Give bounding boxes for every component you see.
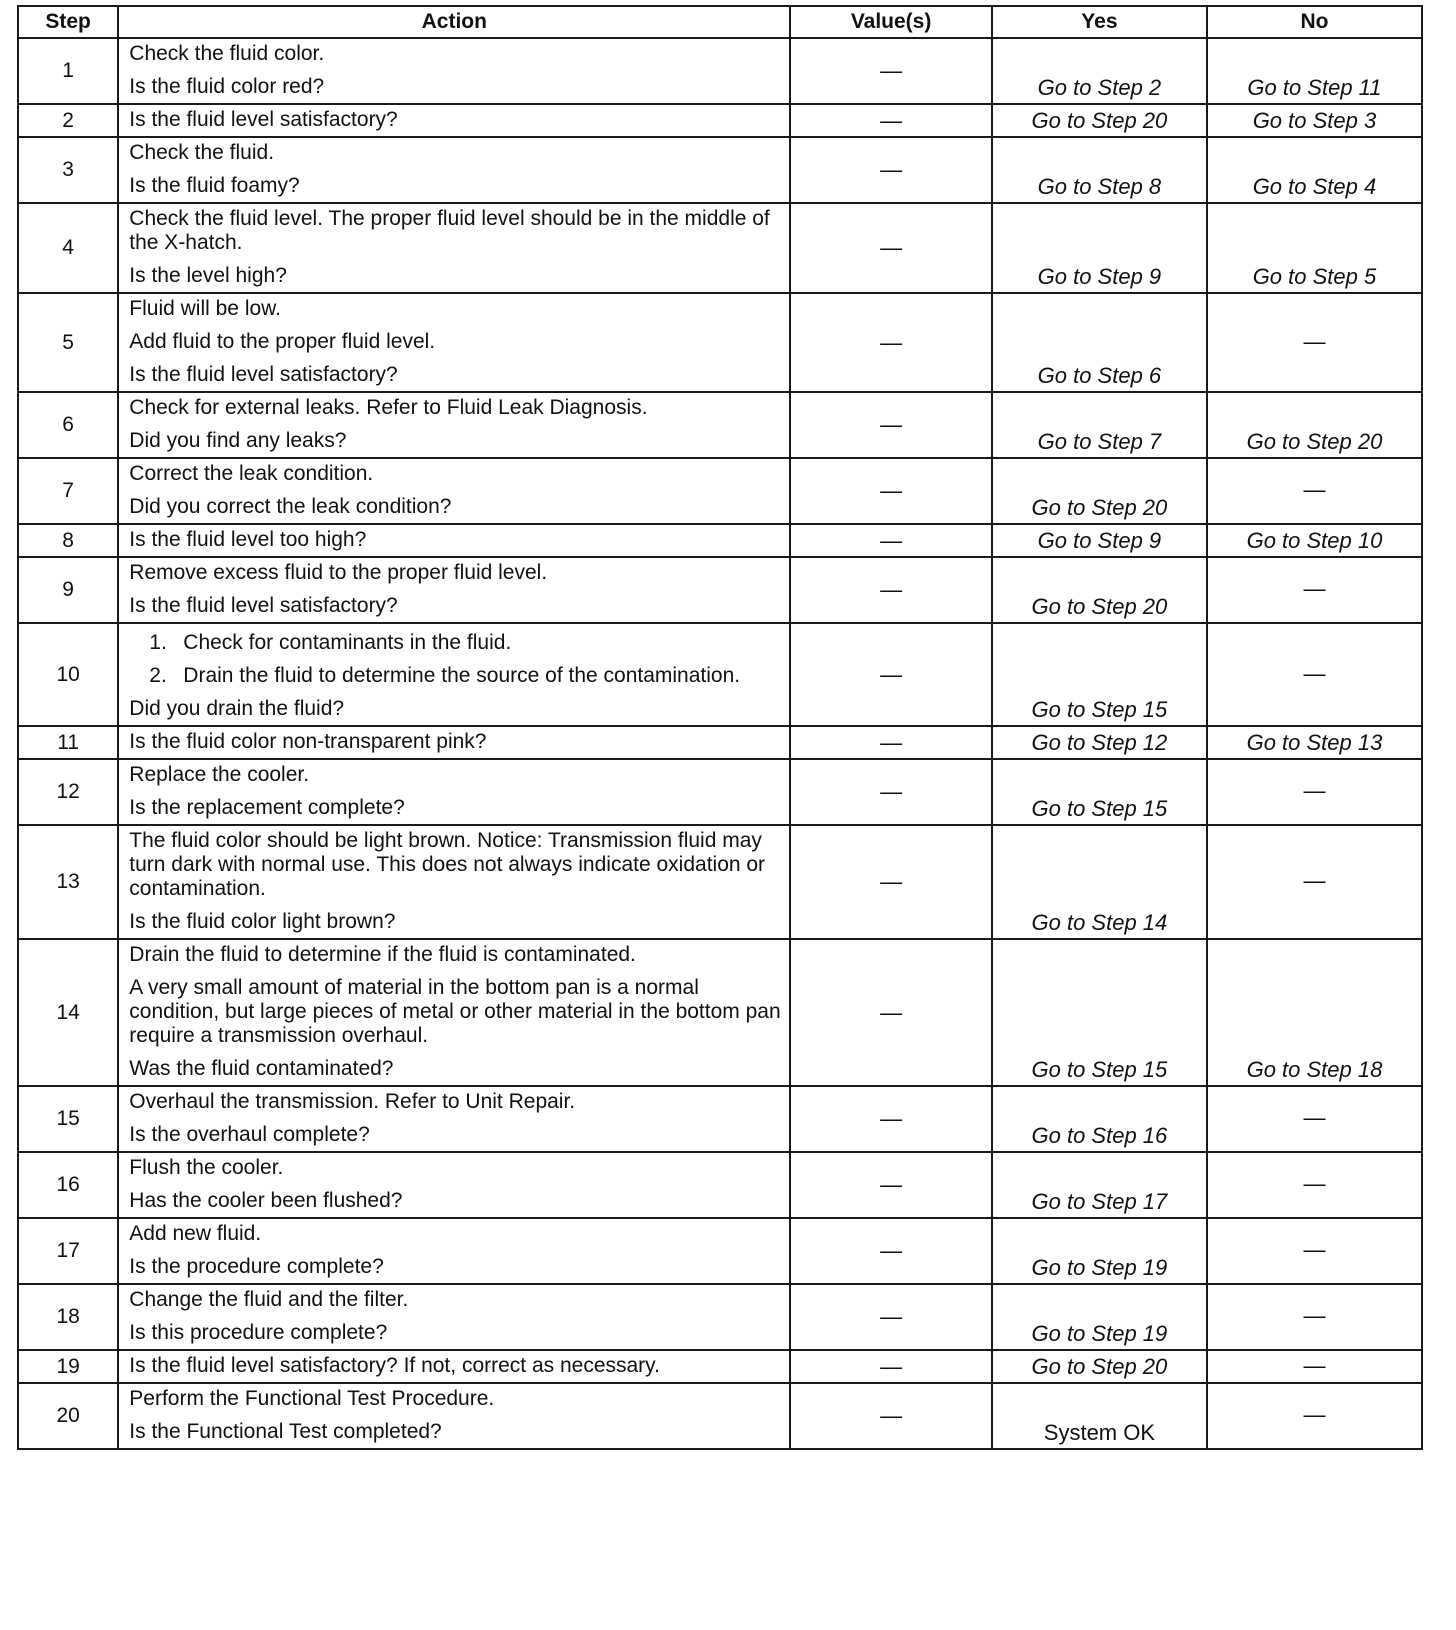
action-cell [118, 458, 790, 524]
no-cell: Go to Step 5 [1207, 203, 1422, 293]
action-cell [118, 392, 790, 458]
table-row [18, 137, 1422, 203]
yes-cell: System OK [992, 1383, 1207, 1449]
step-number: 5 [18, 293, 118, 392]
action-text: Add fluid to the proper fluid level. [129, 330, 436, 353]
action-text: Is the fluid color red? [129, 75, 325, 98]
action-text: Drain the fluid to determine if the fluid is contaminated. [129, 943, 636, 966]
action-text: Fluid will be low. [129, 297, 282, 320]
yes-cell: Go to Step 14 [992, 825, 1207, 939]
table-row [18, 1350, 1422, 1383]
table-row [18, 1218, 1422, 1284]
no-cell: Go to Step 18 [1207, 939, 1422, 1086]
yes-cell: Go to Step 2 [992, 38, 1207, 104]
action-text: Is the procedure complete? [129, 1255, 384, 1278]
step-number: 16 [18, 1152, 118, 1218]
yes-cell: Go to Step 12 [992, 726, 1207, 759]
list-item-text: Check for contaminants in the fluid. [183, 631, 512, 654]
yes-cell: Go to Step 20 [992, 1350, 1207, 1383]
header-row [18, 6, 1422, 38]
action-text: Remove excess fluid to the proper fluid level. [129, 561, 548, 584]
yes-cell: Go to Step 9 [992, 203, 1207, 293]
value-cell: — [790, 203, 992, 293]
action-text: Is the fluid level satisfactory? [129, 594, 398, 617]
action-cell [118, 623, 790, 726]
list-item [149, 631, 783, 655]
action-text: Add new fluid. [129, 1222, 262, 1245]
no-cell: Go to Step 20 [1207, 392, 1422, 458]
step-number: 11 [18, 726, 118, 759]
yes-cell: Go to Step 20 [992, 458, 1207, 524]
value-cell: — [790, 557, 992, 623]
step-number: 20 [18, 1383, 118, 1449]
action-text: Is the fluid color light brown? [129, 910, 396, 933]
action-cell [118, 1086, 790, 1152]
value-cell: — [790, 1383, 992, 1449]
list-item-number: 2. [149, 664, 167, 687]
value-cell: — [790, 1218, 992, 1284]
header-step: Step [18, 6, 118, 38]
step-number: 4 [18, 203, 118, 293]
yes-cell: Go to Step 15 [992, 759, 1207, 825]
no-cell: Go to Step 10 [1207, 524, 1422, 557]
yes-cell: Go to Step 20 [992, 104, 1207, 137]
action-text: Has the cooler been flushed? [129, 1189, 403, 1212]
no-cell: — [1207, 1152, 1422, 1218]
table-row [18, 104, 1422, 137]
header-yes: Yes [992, 6, 1207, 38]
table-row [18, 726, 1422, 759]
action-cell [118, 1383, 790, 1449]
numbered-list [129, 631, 783, 688]
table-row [18, 524, 1422, 557]
step-number: 3 [18, 137, 118, 203]
value-cell: — [790, 1284, 992, 1350]
diagnostic-table [17, 5, 1423, 1450]
action-text: Flush the cooler. [129, 1156, 284, 1179]
action-text: Check the fluid. [129, 141, 275, 164]
action-cell [118, 524, 790, 557]
action-text: Is the fluid level satisfactory? [129, 363, 398, 386]
step-number: 17 [18, 1218, 118, 1284]
no-cell: — [1207, 458, 1422, 524]
no-cell: — [1207, 1086, 1422, 1152]
table-row [18, 38, 1422, 104]
no-cell: Go to Step 11 [1207, 38, 1422, 104]
value-cell: — [790, 1152, 992, 1218]
value-cell: — [790, 38, 992, 104]
action-text: Is the fluid level satisfactory? [129, 108, 398, 131]
no-cell: — [1207, 1218, 1422, 1284]
value-cell: — [790, 1350, 992, 1383]
action-cell [118, 1350, 790, 1383]
yes-cell: Go to Step 17 [992, 1152, 1207, 1218]
header-values: Value(s) [790, 6, 992, 38]
list-item-text: Drain the fluid to determine the source of the contamination. [183, 664, 741, 687]
action-cell [118, 1152, 790, 1218]
step-number: 6 [18, 392, 118, 458]
action-text: Is the fluid color non-transparent pink? [129, 730, 487, 753]
table-row [18, 939, 1422, 1086]
action-text: Did you find any leaks? [129, 429, 347, 452]
no-cell: — [1207, 1383, 1422, 1449]
action-text: Replace the cooler. [129, 763, 310, 786]
action-cell [118, 759, 790, 825]
action-text: Correct the leak condition. [129, 462, 374, 485]
table-row [18, 1152, 1422, 1218]
step-number: 13 [18, 825, 118, 939]
action-text: Did you drain the fluid? [129, 697, 345, 720]
value-cell: — [790, 524, 992, 557]
table-row [18, 1086, 1422, 1152]
no-cell: — [1207, 293, 1422, 392]
table-row [18, 1284, 1422, 1350]
no-cell: — [1207, 623, 1422, 726]
action-cell [118, 1218, 790, 1284]
action-cell [118, 137, 790, 203]
step-number: 10 [18, 623, 118, 726]
action-cell [118, 557, 790, 623]
action-cell [118, 293, 790, 392]
no-cell: — [1207, 1284, 1422, 1350]
action-text: The fluid color should be light brown. Notice: Transmission fluid may turn dark with normal use. This does not always indicate oxidation or contamination. [129, 829, 766, 900]
no-cell: Go to Step 3 [1207, 104, 1422, 137]
table-row [18, 557, 1422, 623]
yes-cell: Go to Step 19 [992, 1218, 1207, 1284]
action-text: A very small amount of material in the bottom pan is a normal condition, but large pieces of metal or other material in the bottom pan require a transmission overhaul. [129, 976, 781, 1047]
yes-cell: Go to Step 6 [992, 293, 1207, 392]
action-text: Was the fluid contaminated? [129, 1057, 394, 1080]
table-row [18, 623, 1422, 726]
yes-cell: Go to Step 15 [992, 939, 1207, 1086]
no-cell: — [1207, 557, 1422, 623]
action-text: Is this procedure complete? [129, 1321, 388, 1344]
yes-cell: Go to Step 16 [992, 1086, 1207, 1152]
table-row [18, 203, 1422, 293]
step-number: 14 [18, 939, 118, 1086]
value-cell: — [790, 1086, 992, 1152]
step-number: 12 [18, 759, 118, 825]
no-cell: Go to Step 4 [1207, 137, 1422, 203]
value-cell: — [790, 759, 992, 825]
yes-cell: Go to Step 8 [992, 137, 1207, 203]
yes-cell: Go to Step 20 [992, 557, 1207, 623]
value-cell: — [790, 392, 992, 458]
action-text: Is the level high? [129, 264, 287, 287]
action-cell [118, 726, 790, 759]
table-row [18, 1383, 1422, 1449]
table-row [18, 825, 1422, 939]
action-text: Is the fluid foamy? [129, 174, 300, 197]
action-text: Check the fluid color. [129, 42, 325, 65]
action-cell [118, 939, 790, 1086]
no-cell: — [1207, 1350, 1422, 1383]
action-cell [118, 104, 790, 137]
action-text: Is the replacement complete? [129, 796, 405, 819]
action-text: Is the fluid level too high? [129, 528, 367, 551]
step-number: 18 [18, 1284, 118, 1350]
value-cell: — [790, 293, 992, 392]
no-cell: Go to Step 13 [1207, 726, 1422, 759]
table-row [18, 293, 1422, 392]
action-text: Is the fluid level satisfactory? If not, correct as necessary. [129, 1354, 660, 1377]
action-cell [118, 38, 790, 104]
value-cell: — [790, 137, 992, 203]
no-cell: — [1207, 759, 1422, 825]
table-row [18, 759, 1422, 825]
value-cell: — [790, 939, 992, 1086]
action-text: Is the overhaul complete? [129, 1123, 370, 1146]
yes-cell: Go to Step 15 [992, 623, 1207, 726]
action-text: Check for external leaks. Refer to Fluid Leak Diagnosis. [129, 396, 648, 419]
action-text: Perform the Functional Test Procedure. [129, 1387, 495, 1410]
action-text: Overhaul the transmission. Refer to Unit Repair. [129, 1090, 576, 1113]
action-text: Change the fluid and the filter. [129, 1288, 409, 1311]
no-cell: — [1207, 825, 1422, 939]
step-number: 19 [18, 1350, 118, 1383]
value-cell: — [790, 458, 992, 524]
step-number: 9 [18, 557, 118, 623]
list-item-number: 1. [149, 631, 167, 654]
action-text: Did you correct the leak condition? [129, 495, 452, 518]
table-row [18, 458, 1422, 524]
value-cell: — [790, 825, 992, 939]
action-text: Is the Functional Test completed? [129, 1420, 442, 1443]
yes-cell: Go to Step 9 [992, 524, 1207, 557]
step-number: 1 [18, 38, 118, 104]
step-number: 8 [18, 524, 118, 557]
yes-cell: Go to Step 19 [992, 1284, 1207, 1350]
value-cell: — [790, 104, 992, 137]
step-number: 7 [18, 458, 118, 524]
yes-cell: Go to Step 7 [992, 392, 1207, 458]
table-row [18, 392, 1422, 458]
value-cell: — [790, 623, 992, 726]
header-no: No [1207, 6, 1422, 38]
action-cell [118, 203, 790, 293]
value-cell: — [790, 726, 992, 759]
action-cell [118, 825, 790, 939]
header-action: Action [118, 6, 790, 38]
list-item [149, 664, 783, 688]
action-cell [118, 1284, 790, 1350]
step-number: 15 [18, 1086, 118, 1152]
action-text: Check the fluid level. The proper fluid level should be in the middle of the X-hatch. [129, 207, 770, 254]
step-number: 2 [18, 104, 118, 137]
